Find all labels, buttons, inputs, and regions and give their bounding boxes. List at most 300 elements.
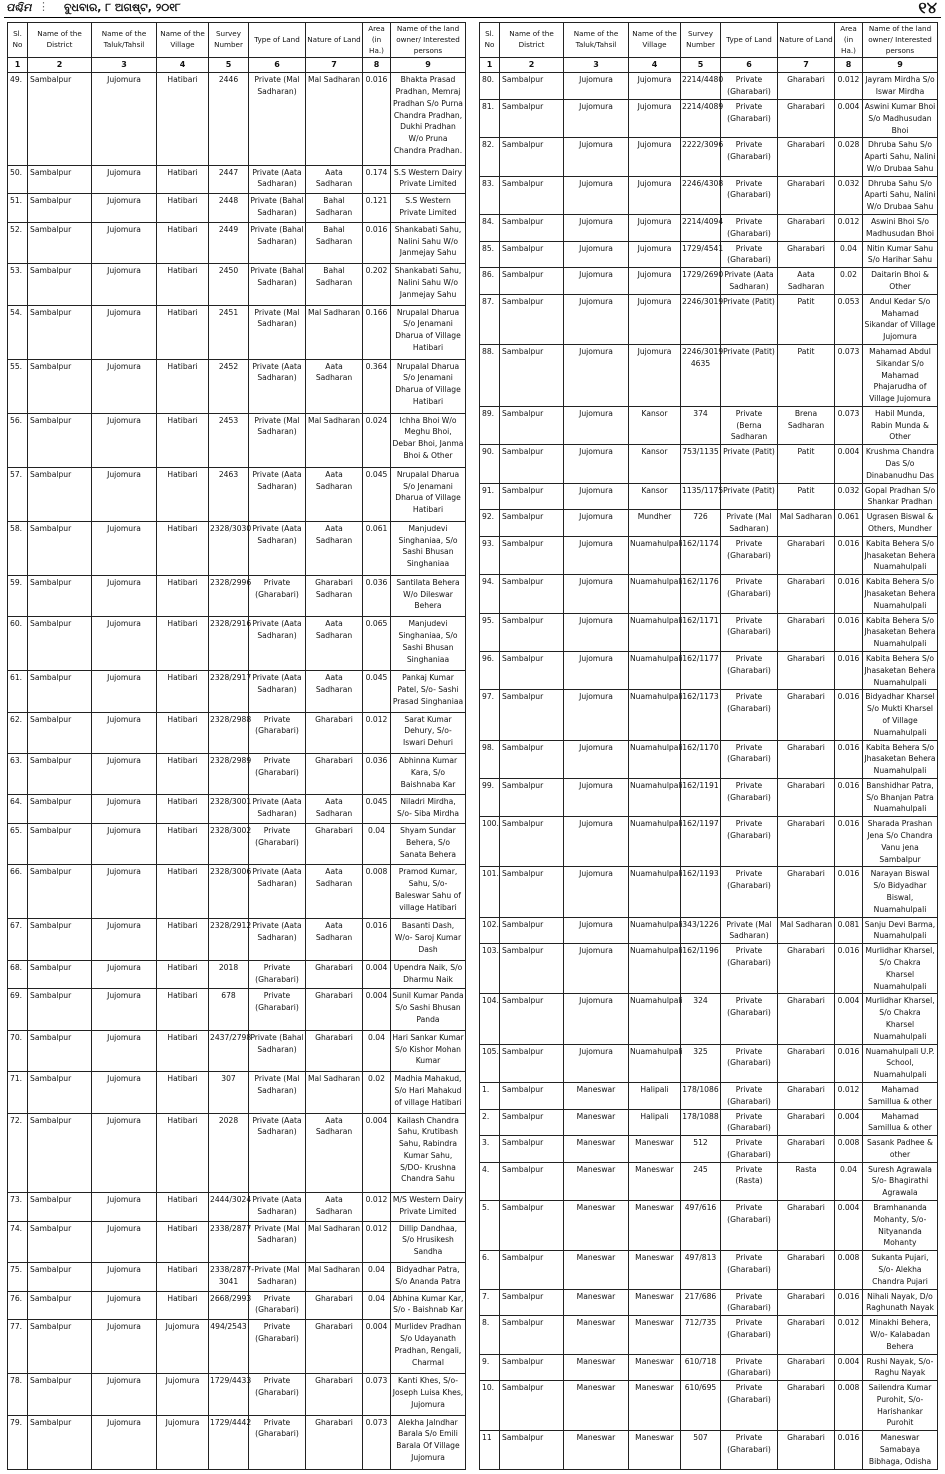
survey-number-cell: 1729/2690 — [681, 268, 721, 295]
area-cell: 0.061 — [835, 510, 863, 537]
col-header-village: Name of the Village — [629, 23, 681, 58]
sl-cell: 61. — [8, 671, 28, 712]
area-cell: 0.004 — [835, 1354, 863, 1381]
area-cell: 0.016 — [835, 575, 863, 613]
village-cell: Nuamahulpali — [629, 778, 681, 816]
land-nature-cell: Gharabari — [778, 651, 835, 689]
village-cell: Hatibari — [157, 521, 209, 575]
col-number: 7 — [306, 58, 363, 73]
table-row — [480, 690, 938, 740]
land-nature-cell: Gharabari — [778, 73, 835, 100]
village-cell: Hatibari — [157, 264, 209, 305]
area-cell: 0.004 — [835, 1109, 863, 1136]
table-row — [8, 1221, 466, 1262]
owner-cell: Murlidev Pradhan S/o Udayanath Pradhan, Rengali, Charmal — [391, 1320, 466, 1374]
district-cell: Sambalpur — [500, 138, 564, 176]
header-separator: ⋮ — [38, 0, 49, 13]
owner-cell: Nrupalal Dharua S/o Jenamani Dharua of Village Hatibari — [391, 359, 466, 413]
table-row — [480, 1201, 938, 1251]
table-row — [480, 138, 938, 176]
land-type-cell: Private (Gharabari) — [721, 740, 778, 778]
survey-number-cell: 2246/3019 4635 — [681, 345, 721, 407]
land-nature-cell: Aata Sadharan — [306, 919, 363, 960]
land-nature-cell: Brena Sadharan — [778, 406, 835, 444]
survey-number-cell: 2448 — [209, 194, 249, 223]
land-type-cell: Private (Aata Sadharan) — [249, 671, 306, 712]
tahsil-cell: Jujomura — [92, 1263, 157, 1292]
sl-cell: 87. — [480, 294, 500, 344]
area-cell: 0.016 — [835, 613, 863, 651]
land-nature-cell: Gharabari — [778, 1136, 835, 1163]
district-cell: Sambalpur — [28, 1374, 92, 1415]
land-type-cell: Private (Gharabari) — [249, 989, 306, 1030]
sl-cell: 78. — [8, 1374, 28, 1415]
owner-cell: Sharada Prashan Jena S/o Chandra Vanu jena Sambalpur — [863, 817, 938, 867]
tahsil-cell: Maneswar — [564, 1381, 629, 1431]
district-cell: Sambalpur — [500, 1251, 564, 1289]
area-cell: 0.04 — [363, 1263, 391, 1292]
area-cell: 0.053 — [835, 294, 863, 344]
area-cell: 0.016 — [835, 817, 863, 867]
sl-cell: 100. — [480, 817, 500, 867]
district-cell: Sambalpur — [500, 536, 564, 574]
tahsil-cell: Jujomura — [564, 510, 629, 537]
area-cell: 0.045 — [363, 795, 391, 824]
survey-number-cell: 162/1193 — [681, 867, 721, 917]
land-nature-cell: Aata Sadharan — [306, 617, 363, 671]
village-cell: Jujomura — [629, 268, 681, 295]
land-nature-cell: Gharabari — [778, 994, 835, 1044]
tahsil-cell: Jujomura — [564, 613, 629, 651]
tahsil-cell: Jujomura — [564, 241, 629, 268]
survey-number-cell: 2452 — [209, 359, 249, 413]
village-cell: Hatibari — [157, 919, 209, 960]
land-nature-cell: Aata Sadharan — [778, 268, 835, 295]
sl-cell: 9. — [480, 1354, 500, 1381]
area-cell: 0.036 — [363, 754, 391, 795]
sl-cell: 96. — [480, 651, 500, 689]
tahsil-cell: Maneswar — [564, 1316, 629, 1354]
survey-number-cell: 497/616 — [681, 1201, 721, 1251]
land-nature-cell: Gharabari — [306, 754, 363, 795]
sl-cell: 90. — [480, 445, 500, 483]
sl-cell: 65. — [8, 824, 28, 865]
land-type-cell: Private (Gharabari) — [721, 1201, 778, 1251]
village-cell: Hatibari — [157, 575, 209, 616]
land-nature-cell: Gharabari — [778, 778, 835, 816]
district-cell: Sambalpur — [500, 445, 564, 483]
land-type-cell: Private (Gharabari) — [721, 241, 778, 268]
district-cell: Sambalpur — [28, 194, 92, 223]
table-row — [8, 960, 466, 989]
area-cell: 0.02 — [835, 268, 863, 295]
owner-cell: Murlidhar Kharsel, S/o Chakra Kharsel Nuamahulpali — [863, 944, 938, 994]
owner-cell: Narayan Biswal S/o Bidyadhar Biswal, Nuamahulpali — [863, 867, 938, 917]
survey-number-cell: 162/1176 — [681, 575, 721, 613]
sl-cell: 58. — [8, 521, 28, 575]
district-cell: Sambalpur — [28, 467, 92, 521]
district-cell: Sambalpur — [500, 1289, 564, 1316]
table-row — [480, 1136, 938, 1163]
sl-cell: 105. — [480, 1044, 500, 1082]
tahsil-cell: Jujomura — [564, 575, 629, 613]
district-cell: Sambalpur — [500, 1381, 564, 1431]
sl-cell: 62. — [8, 712, 28, 753]
tahsil-cell: Jujomura — [92, 413, 157, 467]
owner-cell: Kabita Behera S/o Jhasaketan Behera Nuamahulpali — [863, 575, 938, 613]
table-row — [8, 671, 466, 712]
survey-number-cell: 2447 — [209, 165, 249, 194]
sl-cell: 1. — [480, 1082, 500, 1109]
owner-cell: Basanti Dash, W/o- Saroj Kumar Dash — [391, 919, 466, 960]
survey-number-cell: 2328/2989 — [209, 754, 249, 795]
col-number: 1 — [8, 58, 28, 73]
tahsil-cell: Jujomura — [92, 795, 157, 824]
district-cell: Sambalpur — [28, 1072, 92, 1113]
sl-cell: 70. — [8, 1030, 28, 1071]
district-cell: Sambalpur — [28, 795, 92, 824]
sl-cell: 5. — [480, 1201, 500, 1251]
col-number: 8 — [835, 58, 863, 73]
owner-cell: S.S Western Dairy Private Limited — [391, 165, 466, 194]
table-row — [480, 817, 938, 867]
land-type-cell: Private (Gharabari) — [249, 1374, 306, 1415]
owner-cell: Nihali Nayak, D/o Raghunath Nayak — [863, 1289, 938, 1316]
district-cell: Sambalpur — [500, 817, 564, 867]
owner-cell: Nrupalal Dharua S/o Jenamani Dharua of Village Hatibari — [391, 305, 466, 359]
district-cell: Sambalpur — [500, 483, 564, 510]
tahsil-cell: Jujomura — [92, 1374, 157, 1415]
tahsil-cell: Jujomura — [564, 345, 629, 407]
sl-cell: 54. — [8, 305, 28, 359]
village-cell: Nuamahulpali — [629, 867, 681, 917]
land-nature-cell: Aata Sadharan — [306, 1113, 363, 1192]
sl-cell: 57. — [8, 467, 28, 521]
area-cell: 0.012 — [363, 1221, 391, 1262]
area-cell: 0.004 — [835, 445, 863, 483]
tahsil-cell: Jujomura — [92, 671, 157, 712]
sl-cell: 59. — [8, 575, 28, 616]
district-cell: Sambalpur — [28, 865, 92, 919]
survey-number-cell: 178/1086 — [681, 1082, 721, 1109]
owner-cell: Pramod Kumar, Sahu, S/o- Baleswar Sahu of village Hatibari — [391, 865, 466, 919]
survey-number-cell: 2246/4308 — [681, 176, 721, 214]
survey-number-cell: 162/1170 — [681, 740, 721, 778]
sl-cell: 99. — [480, 778, 500, 816]
survey-number-cell: 162/1191 — [681, 778, 721, 816]
village-cell: Jujomura — [629, 215, 681, 242]
land-nature-cell: Gharabari — [306, 1320, 363, 1374]
tahsil-cell: Maneswar — [564, 1201, 629, 1251]
owner-cell: Aswini Kumar Bhoi S/o Madhusudan Bhoi — [863, 99, 938, 137]
publication-date: ବୁଧବାର, ୮ ଅଗଷ୍ଟ, ୨୦୧୮ — [64, 1, 181, 14]
table-row — [8, 795, 466, 824]
tahsil-cell: Jujomura — [92, 1291, 157, 1320]
district-cell: Sambalpur — [28, 359, 92, 413]
sl-cell: 4. — [480, 1162, 500, 1200]
owner-cell: Andul Kedar S/o Mahamad Sikandar of Village Jujomura — [863, 294, 938, 344]
land-nature-cell: Aata Sadharan — [306, 795, 363, 824]
land-nature-cell: Patit — [778, 445, 835, 483]
owner-cell: Sanju Devi Barma, Nuamahulpali — [863, 917, 938, 944]
village-cell: Hatibari — [157, 467, 209, 521]
tahsil-cell: Jujomura — [92, 865, 157, 919]
area-cell: 0.032 — [835, 483, 863, 510]
village-cell: Jujomura — [157, 1320, 209, 1374]
tahsil-cell: Jujomura — [92, 359, 157, 413]
sl-cell: 73. — [8, 1193, 28, 1222]
table-row — [480, 1162, 938, 1200]
land-type-cell: Private (Aata Sadharan) — [249, 165, 306, 194]
area-cell: 0.073 — [835, 345, 863, 407]
page-number: ୧୪ — [918, 0, 937, 17]
land-nature-cell: Aata Sadharan — [306, 359, 363, 413]
sl-cell: 67. — [8, 919, 28, 960]
land-nature-cell: Mal Sadharan — [778, 510, 835, 537]
survey-number-cell: 325 — [681, 1044, 721, 1082]
survey-number-cell: 2214/4480 — [681, 73, 721, 100]
land-type-cell: Private (Gharabari) — [249, 824, 306, 865]
district-cell: Sambalpur — [500, 1162, 564, 1200]
col-number: 4 — [629, 58, 681, 73]
village-cell: Maneswar — [629, 1316, 681, 1354]
owner-cell: Abhinna Kumar Kara, S/o Baishnaba Kar — [391, 754, 466, 795]
sl-cell: 81. — [480, 99, 500, 137]
village-cell: Nuamahulpali — [629, 536, 681, 574]
sl-cell: 56. — [8, 413, 28, 467]
col-header-tahsil: Name of the Taluk/Tahsil — [564, 23, 629, 58]
survey-number-cell: 162/1177 — [681, 651, 721, 689]
district-cell: Sambalpur — [28, 671, 92, 712]
table-row — [480, 215, 938, 242]
col-header-area: Area (in Ha.) — [835, 23, 863, 58]
survey-number-cell: 2328/3030 — [209, 521, 249, 575]
district-cell: Sambalpur — [500, 176, 564, 214]
table-row — [8, 1113, 466, 1192]
district-cell: Sambalpur — [28, 222, 92, 263]
land-nature-cell: Gharabari — [778, 1316, 835, 1354]
land-type-cell: Private (Bahal Sadharan) — [249, 222, 306, 263]
tahsil-cell: Jujomura — [564, 778, 629, 816]
area-cell: 0.012 — [363, 712, 391, 753]
owner-cell: Shankabati Sahu, Nalini Sahu W/o Janmejay Sahu — [391, 264, 466, 305]
tahsil-cell: Jujomura — [564, 99, 629, 137]
survey-number-cell: 1729/4442 — [209, 1415, 249, 1469]
tahsil-cell: Jujomura — [92, 754, 157, 795]
col-header-sl: Sl. No — [480, 23, 500, 58]
district-cell: Sambalpur — [28, 960, 92, 989]
tahsil-cell: Jujomura — [564, 445, 629, 483]
district-cell: Sambalpur — [28, 165, 92, 194]
village-cell: Kansor — [629, 445, 681, 483]
village-cell: Halipali — [629, 1082, 681, 1109]
land-nature-cell: Gharabari — [778, 1044, 835, 1082]
tahsil-cell: Jujomura — [92, 264, 157, 305]
village-cell: Halipali — [629, 1109, 681, 1136]
tahsil-cell: Jujomura — [92, 194, 157, 223]
village-cell: Hatibari — [157, 1291, 209, 1320]
newspaper-title: ପଶ୍ଚିମ — [6, 1, 32, 14]
table-row — [480, 1289, 938, 1316]
village-cell: Nuamahulpali — [629, 944, 681, 994]
sl-cell: 7. — [480, 1289, 500, 1316]
survey-number-cell: 753/1135 — [681, 445, 721, 483]
district-cell: Sambalpur — [500, 215, 564, 242]
district-cell: Sambalpur — [28, 305, 92, 359]
land-nature-cell: Aata Sadharan — [306, 467, 363, 521]
district-cell: Sambalpur — [500, 1201, 564, 1251]
survey-number-cell: 610/718 — [681, 1354, 721, 1381]
col-number: 5 — [681, 58, 721, 73]
land-nature-cell: Gharabari — [778, 867, 835, 917]
land-type-cell: Private (Bahal Sadharan) — [249, 264, 306, 305]
land-type-cell: Private (Gharabari) — [721, 99, 778, 137]
owner-cell: Aswini Bhoi S/o Madhusudan Bhoi — [863, 215, 938, 242]
land-nature-cell: Gharabari — [778, 176, 835, 214]
district-cell: Sambalpur — [500, 241, 564, 268]
owner-cell: Bhakta Prasad Pradhan, Memraj Pradhan S/o Purna Chandra Pradhan, Dukhi Pradhan W/o Pruna Chandra Pradhan. — [391, 73, 466, 165]
village-cell: Hatibari — [157, 305, 209, 359]
table-row — [480, 345, 938, 407]
area-cell: 0.004 — [363, 1320, 391, 1374]
area-cell: 0.012 — [835, 1316, 863, 1354]
sl-cell: 11 — [480, 1431, 500, 1470]
land-nature-cell: Mal Sadharan — [306, 1263, 363, 1292]
land-nature-cell: Aata Sadharan — [306, 165, 363, 194]
col-header-area: Area (in Ha.) — [363, 23, 391, 58]
land-type-cell: Private (Gharabari) — [721, 1136, 778, 1163]
area-cell: 0.024 — [363, 413, 391, 467]
land-table-left — [7, 22, 466, 1470]
sl-cell: 91. — [480, 483, 500, 510]
survey-number-cell: 2328/2996 — [209, 575, 249, 616]
tahsil-cell: Jujomura — [564, 215, 629, 242]
sl-cell: 50. — [8, 165, 28, 194]
village-cell: Hatibari — [157, 222, 209, 263]
owner-cell: Upendra Naik, S/o Dharmu Naik — [391, 960, 466, 989]
table-row — [480, 917, 938, 944]
area-cell: 0.004 — [835, 1201, 863, 1251]
table-body-right — [480, 73, 938, 1470]
tahsil-cell: Jujomura — [92, 989, 157, 1030]
col-number: 5 — [209, 58, 249, 73]
survey-number-cell: 307 — [209, 1072, 249, 1113]
survey-number-cell: 1135/1175 — [681, 483, 721, 510]
land-nature-cell: Aata Sadharan — [306, 521, 363, 575]
tahsil-cell: Jujomura — [92, 1415, 157, 1469]
owner-cell: Hari Sankar Kumar S/o Kishor Mohan Kumar — [391, 1030, 466, 1071]
tahsil-cell: Jujomura — [564, 690, 629, 740]
tahsil-cell: Jujomura — [564, 651, 629, 689]
table-row — [8, 521, 466, 575]
land-type-cell: Private (Gharabari) — [721, 1381, 778, 1431]
col-header-owner: Name of the land owner/ Interested persons — [863, 23, 938, 58]
land-nature-cell: Aata Sadharan — [306, 865, 363, 919]
land-nature-cell: Gharabari — [778, 1082, 835, 1109]
area-cell: 0.012 — [835, 215, 863, 242]
survey-number-cell: 2214/4094 — [681, 215, 721, 242]
district-cell: Sambalpur — [500, 510, 564, 537]
district-cell: Sambalpur — [500, 73, 564, 100]
survey-number-cell: 343/1226 — [681, 917, 721, 944]
tahsil-cell: Jujomura — [92, 305, 157, 359]
village-cell: Hatibari — [157, 712, 209, 753]
owner-cell: Maneswar Samabaya Bibhaga, Odisha — [863, 1431, 938, 1470]
land-nature-cell: Mal Sadharan — [306, 1221, 363, 1262]
table-row — [480, 294, 938, 344]
area-cell: 0.016 — [835, 944, 863, 994]
table-row — [8, 754, 466, 795]
land-type-cell: Private (Gharabari) — [721, 1109, 778, 1136]
land-nature-cell: Aata Sadharan — [306, 1193, 363, 1222]
land-type-cell: Private (Bahal Sadharan) — [249, 1030, 306, 1071]
sl-cell: 77. — [8, 1320, 28, 1374]
area-cell: 0.121 — [363, 194, 391, 223]
land-nature-cell: Gharabari — [778, 944, 835, 994]
land-type-cell: Private (Gharabari) — [721, 215, 778, 242]
tahsil-cell: Jujomura — [92, 1193, 157, 1222]
survey-number-cell: 497/813 — [681, 1251, 721, 1289]
village-cell: Jujomura — [629, 294, 681, 344]
survey-number-cell: 678 — [209, 989, 249, 1030]
col-number: 2 — [500, 58, 564, 73]
land-nature-cell: Rasta — [778, 1162, 835, 1200]
land-type-cell: Private (Gharabari) — [721, 613, 778, 651]
table-row — [480, 867, 938, 917]
col-number: 9 — [863, 58, 938, 73]
owner-cell: Nitin Kumar Sahu S/o Harihar Sahu — [863, 241, 938, 268]
survey-number-cell: 2463 — [209, 467, 249, 521]
survey-number-cell: 610/695 — [681, 1381, 721, 1431]
table-row — [8, 264, 466, 305]
land-nature-cell: Mal Sadharan — [778, 917, 835, 944]
land-nature-cell: Gharabari — [778, 241, 835, 268]
area-cell: 0.028 — [835, 138, 863, 176]
village-cell: Nuamahulpali — [629, 994, 681, 1044]
area-cell: 0.016 — [363, 222, 391, 263]
land-type-cell: Private (Gharabari) — [249, 712, 306, 753]
table-row — [8, 575, 466, 616]
land-type-cell: Private (Patit) — [721, 345, 778, 407]
owner-cell: Sarat Kumar Dehury, S/o- Iswari Dehuri — [391, 712, 466, 753]
col-header-survey: Survey Number — [209, 23, 249, 58]
land-type-cell: Private (Gharabari) — [721, 1082, 778, 1109]
area-cell: 0.016 — [835, 1044, 863, 1082]
land-nature-cell: Gharabari — [306, 824, 363, 865]
tahsil-cell: Jujomura — [92, 222, 157, 263]
land-type-cell: Private (Gharabari) — [721, 867, 778, 917]
table-row — [8, 73, 466, 165]
tahsil-cell: Jujomura — [92, 824, 157, 865]
district-cell: Sambalpur — [28, 1193, 92, 1222]
survey-number-cell: 324 — [681, 994, 721, 1044]
owner-cell: Sunil Kumar Panda S/o Sashi Bhusan Panda — [391, 989, 466, 1030]
district-cell: Sambalpur — [500, 867, 564, 917]
area-cell: 0.004 — [363, 1113, 391, 1192]
sl-cell: 98. — [480, 740, 500, 778]
village-cell: Jujomura — [629, 176, 681, 214]
village-cell: Maneswar — [629, 1354, 681, 1381]
sl-cell: 94. — [480, 575, 500, 613]
sl-cell: 80. — [480, 73, 500, 100]
land-nature-cell: Bahal Sadharan — [306, 222, 363, 263]
survey-number-cell: 2437/2798 — [209, 1030, 249, 1071]
survey-number-cell: 2450 — [209, 264, 249, 305]
district-cell: Sambalpur — [28, 1263, 92, 1292]
survey-number-cell: 2449 — [209, 222, 249, 263]
sl-cell: 10. — [480, 1381, 500, 1431]
tahsil-cell: Jujomura — [564, 176, 629, 214]
